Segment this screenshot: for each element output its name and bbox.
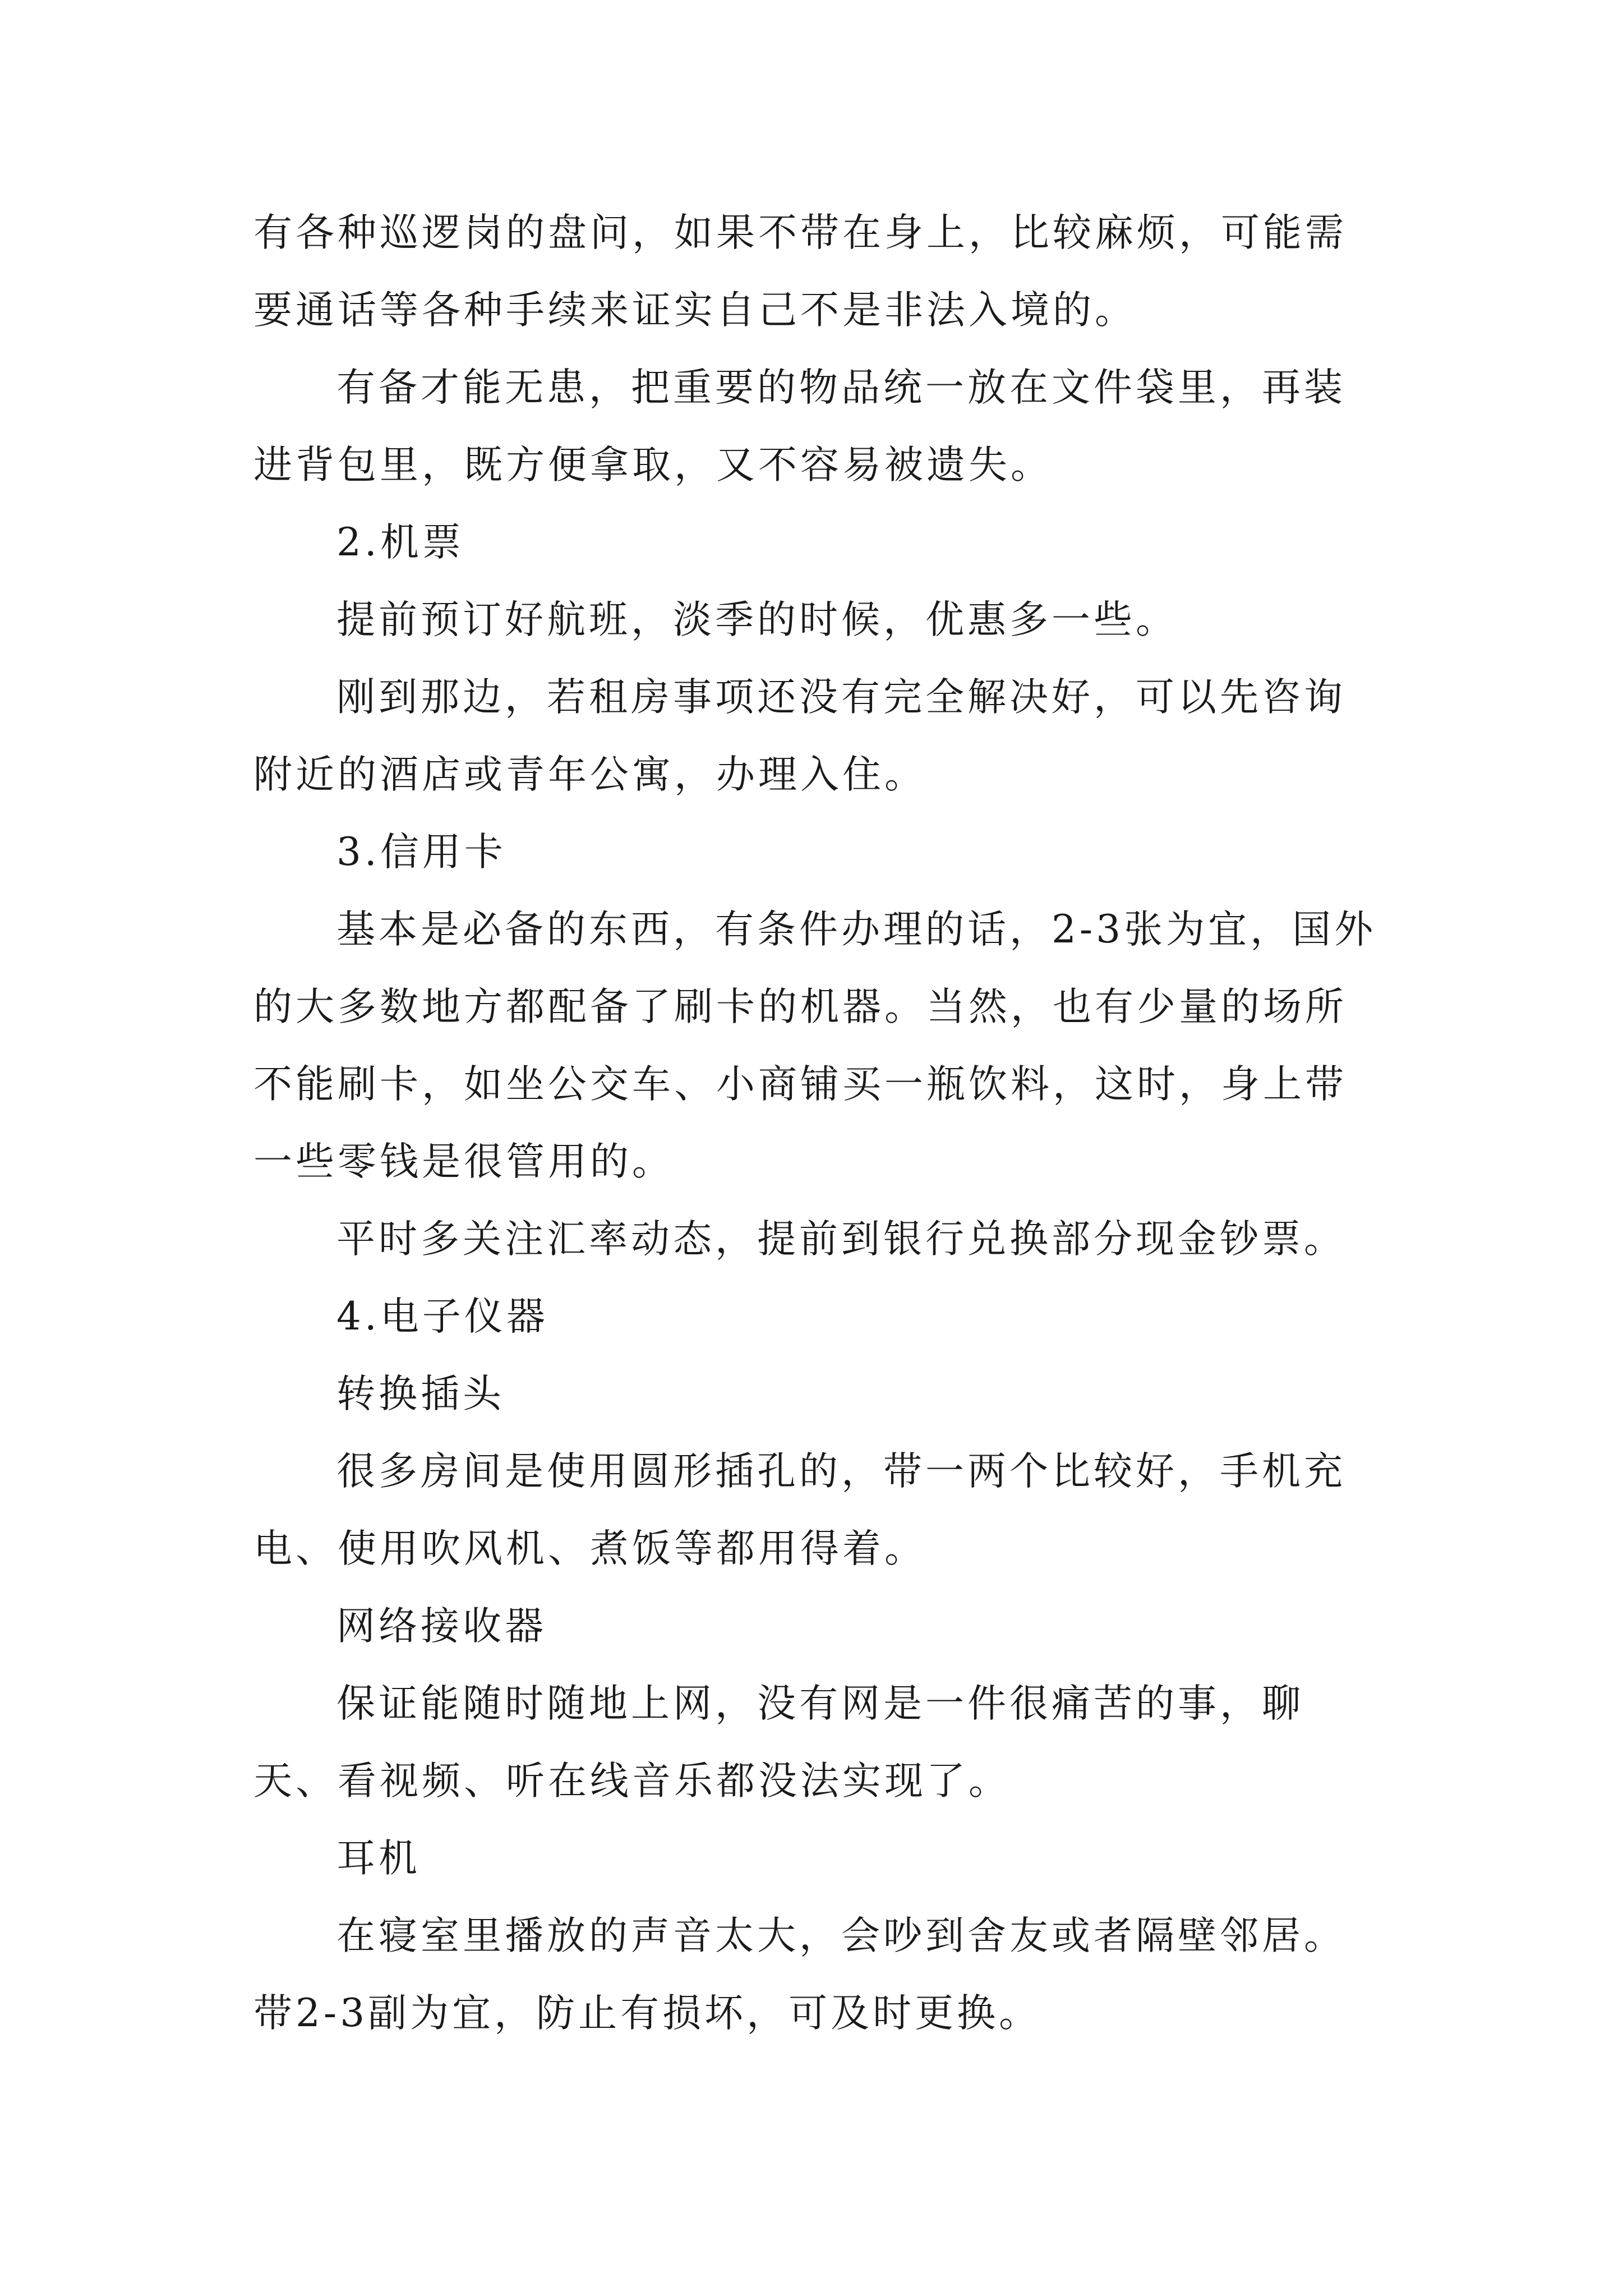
paragraph-network-receiver: 保证能随时随地上网，没有网是一件很痛苦的事，聊天、看视频、听在线音乐都没法实现了。 (253, 1681, 1304, 1803)
paragraph-inspection-note: 有各种巡逻岗的盘问，如果不带在身上，比较麻烦，可能需要通话等各种手续来证实自己不是非法入境的。 (253, 210, 1347, 333)
paragraph-preparation-tip: 有备才能无患，把重要的物品统一放在文件袋里，再装进背包里，既方便拿取，又不容易被遗失。 (253, 365, 1346, 487)
heading-credit-card: 3.信用卡 (336, 830, 506, 875)
paragraph-plug-adapter: 很多房间是使用圆形插孔的，带一两个比较好，手机充电、使用吹风机、煮饭等都用得着。 (253, 1449, 1346, 1571)
heading-electronics: 4.电子仪器 (336, 1294, 548, 1339)
subheading-network-receiver: 网络接收器 (336, 1604, 547, 1649)
heading-air-ticket: 2.机票 (336, 520, 464, 565)
paragraph-earphones: 在寝室里播放的声音太大，会吵到舍友或者隔壁邻居。带2-3副为宜，防止有损坏，可及时更换。 (253, 1913, 1346, 2036)
subheading-earphones: 耳机 (336, 1836, 421, 1881)
paragraph-credit-card-usage: 基本是必备的东西，有条件办理的话，2-3张为宜，国外的大多数地方都配备了刷卡的机器。当然，也有少量的场所不能刷卡，如坐公交车、小商铺买一瓶饮料，这时，身上带一些零钱是很管用的。 (253, 907, 1377, 1184)
paragraph-flight-booking: 提前预订好航班，淡季的时候，优惠多一些。 (336, 597, 1178, 642)
subheading-plug-adapter: 转换插头 (336, 1372, 505, 1416)
paragraph-exchange-rate: 平时多关注汇率动态，提前到银行兑换部分现金钞票。 (336, 1217, 1346, 1262)
paragraph-accommodation: 刚到那边，若租房事项还没有完全解决好，可以先咨询附近的酒店或青年公寓，办理入住。 (253, 675, 1346, 797)
